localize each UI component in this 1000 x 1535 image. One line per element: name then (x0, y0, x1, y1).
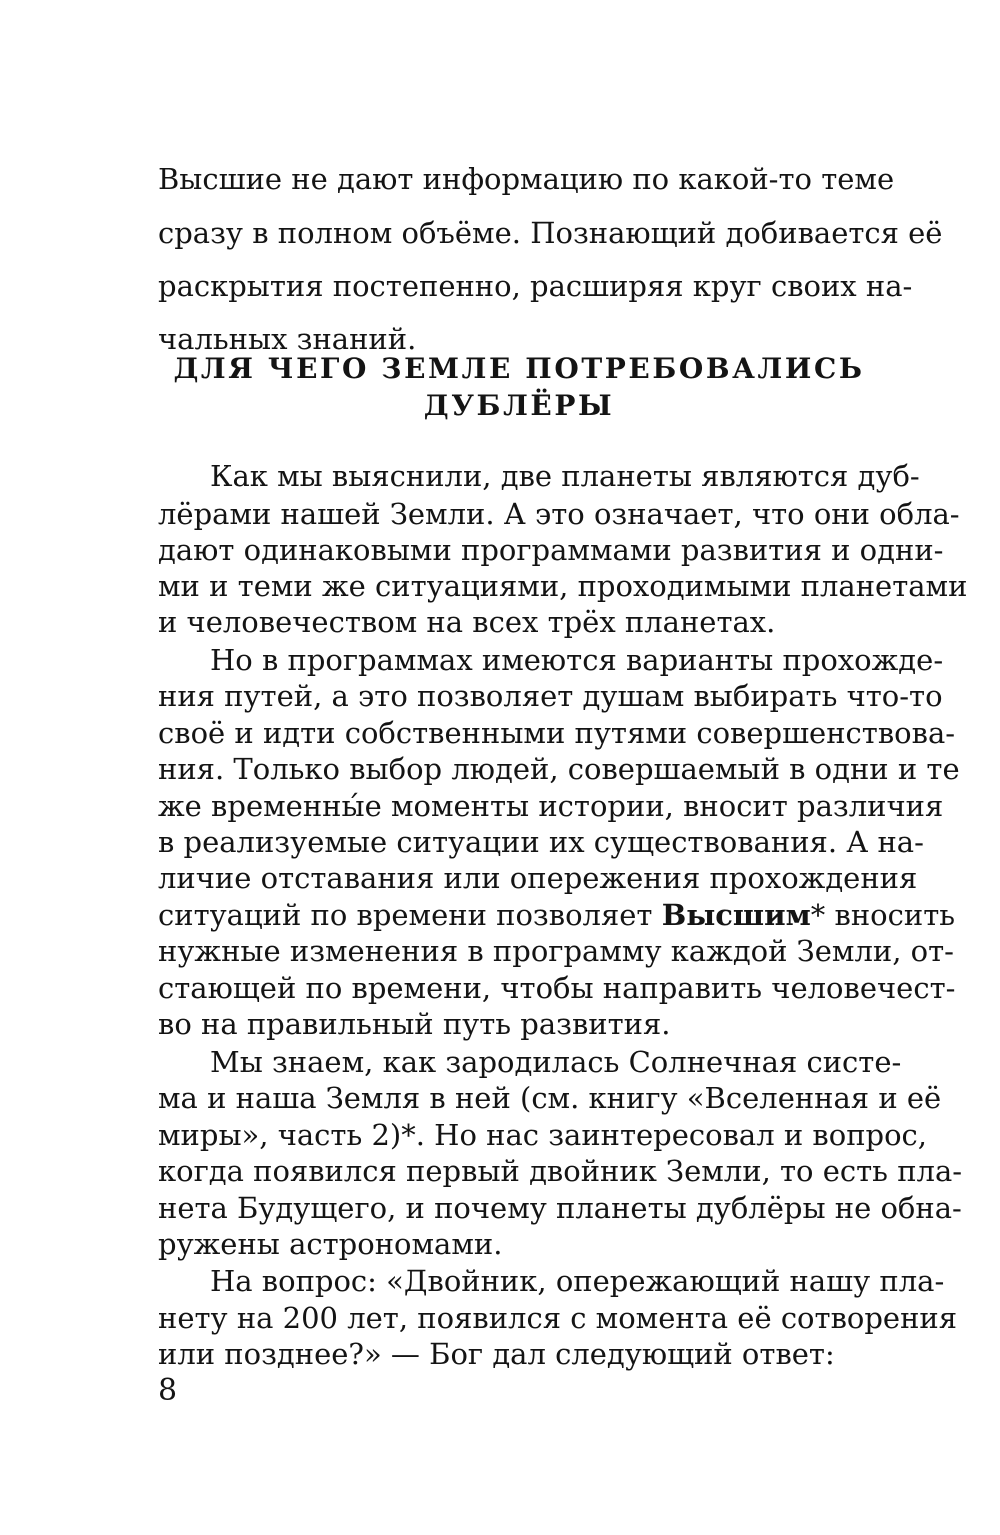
intro-line: раскрытия постепенно, расширяя круг своих на- (158, 269, 913, 303)
line-text: * вносить (810, 898, 956, 932)
paragraph-line: ми и теми же ситуациями, проходимыми планетами (158, 569, 968, 603)
bold-term: Высшим (661, 898, 811, 932)
paragraph-line: когда появился первый двойник Земли, то есть пла- (158, 1154, 963, 1188)
line-text: ситуаций по времени позволяет (158, 898, 662, 932)
paragraph-line: стающей по времени, чтобы направить человечест- (158, 971, 956, 1005)
paragraph-line: миры», часть 2)*. Но нас заинтересовал и вопрос, (158, 1118, 928, 1152)
paragraph-line: лёрами нашей Земли. А это означает, что они обла- (158, 497, 960, 531)
paragraph-line: же временны́е моменты истории, вносит различия (158, 789, 944, 823)
paragraph-line: в реализуемые ситуации их существования. А на- (158, 825, 924, 859)
intro-line: чальных знаний. (158, 322, 417, 356)
paragraph-line: ния путей, а это позволяет душам выбирать что-то (158, 679, 943, 713)
paragraph-line: личие отставания или опережения прохождения (158, 861, 918, 895)
paragraph-line: нужные изменения в программу каждой Земли, от- (158, 934, 954, 968)
paragraph-line: ния. Только выбор людей, совершаемый в одни и те (158, 752, 960, 786)
intro-line: сразу в полном объёме. Познающий добивается её (158, 216, 943, 250)
paragraph-line: дают одинаковыми программами развития и одни- (158, 533, 944, 567)
paragraph-line: своё и идти собственными путями совершенствова- (158, 716, 956, 750)
section-heading-line2: ДУБЛЁРЫ (423, 389, 615, 422)
paragraph-line: Но в программах имеются варианты прохожде- (210, 643, 944, 677)
page-number: 8 (158, 1373, 178, 1408)
paragraph-line: ма и наша Земля в ней (см. книгу «Вселенная и её (158, 1081, 942, 1115)
paragraph-line: Мы знаем, как зародилась Солнечная систе- (210, 1045, 902, 1079)
paragraph-line: Как мы выяснили, две планеты являются дуб- (210, 459, 920, 493)
intro-line: Высшие не дают информацию по какой-то теме (158, 162, 895, 196)
paragraph-line: На вопрос: «Двойник, опережающий нашу пла- (210, 1264, 945, 1298)
paragraph-line: или позднее?» — Бог дал следующий ответ: (158, 1337, 835, 1371)
section-heading-line1: ДЛЯ ЧЕГО ЗЕМЛЕ ПОТРЕБОВАЛИСЬ (173, 352, 865, 385)
paragraph-line: нету на 200 лет, появился с момента её сотворения (158, 1301, 958, 1335)
paragraph-line: во на правильный путь развития. (158, 1007, 671, 1041)
paragraph-line: нета Будущего, и почему планеты дублёры не обна- (158, 1191, 962, 1225)
paragraph-line: и человечеством на всех трёх планетах. (158, 605, 776, 639)
paragraph-line: ружены астрономами. (158, 1227, 503, 1261)
